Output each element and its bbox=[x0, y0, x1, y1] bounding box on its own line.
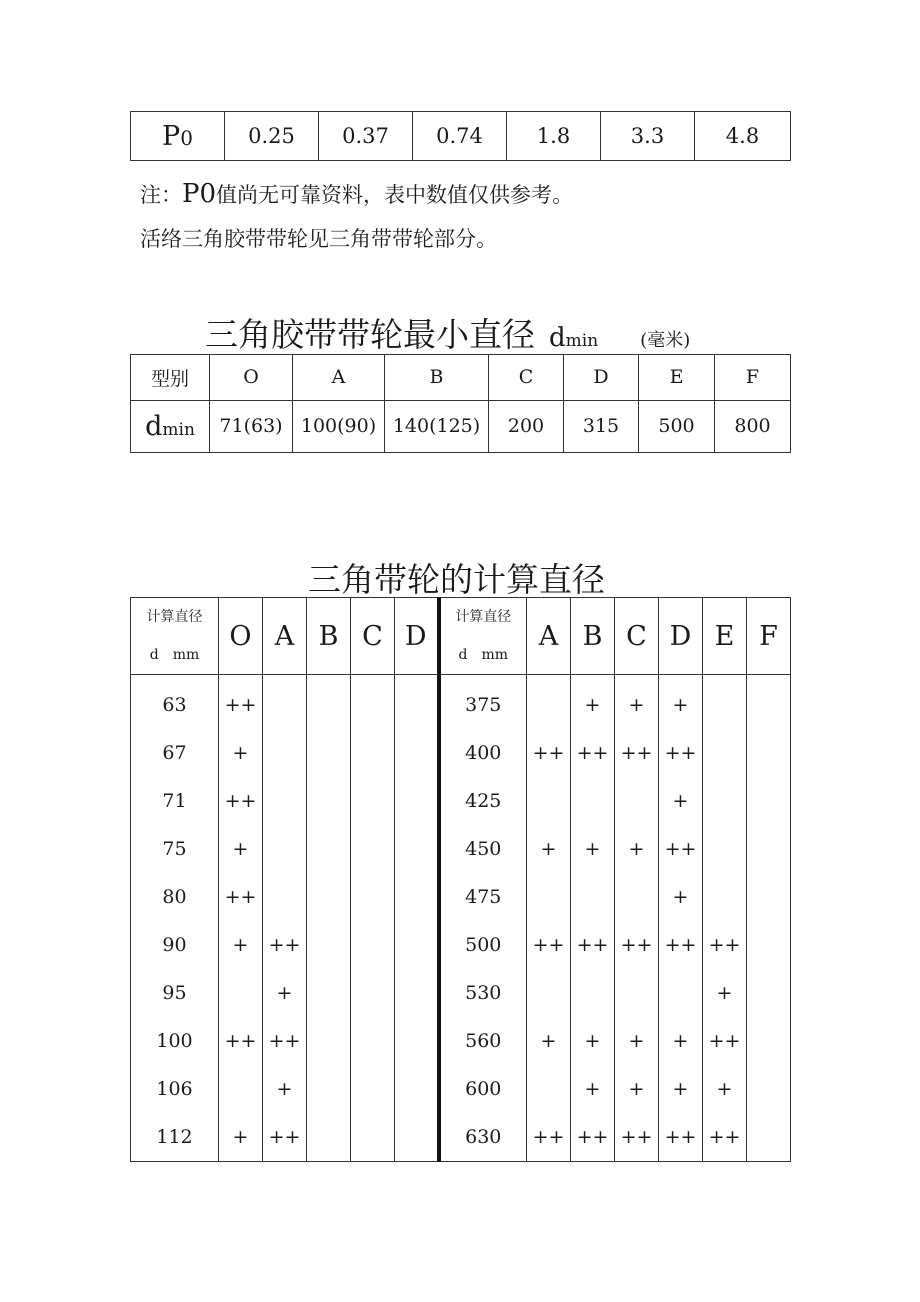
diameter-cell: 425 bbox=[439, 777, 527, 825]
table-row bbox=[131, 1113, 791, 1162]
mark-cell bbox=[703, 777, 747, 825]
calc-table-body bbox=[131, 675, 791, 1162]
mark-cell: + bbox=[527, 825, 571, 873]
mark-cell bbox=[395, 1017, 439, 1065]
mark-cell bbox=[307, 1065, 351, 1113]
mark-cell: ++ bbox=[615, 921, 659, 969]
mark-cell bbox=[527, 777, 571, 825]
type-cell: C bbox=[489, 355, 564, 401]
mark-cell bbox=[747, 969, 791, 1017]
p0-value: 0.25 bbox=[225, 112, 319, 161]
mark-cell bbox=[571, 969, 615, 1017]
mark-cell: ++ bbox=[527, 1113, 571, 1162]
mark-cell: ++ bbox=[571, 921, 615, 969]
mark-cell: ++ bbox=[615, 729, 659, 777]
mark-cell bbox=[263, 729, 307, 777]
table-row bbox=[131, 1065, 791, 1113]
mark-cell bbox=[351, 969, 395, 1017]
diameter-cell: 530 bbox=[439, 969, 527, 1017]
dmin-value-row bbox=[131, 400, 791, 452]
type-header: B bbox=[571, 598, 615, 675]
mark-cell bbox=[395, 1113, 439, 1162]
mark-cell: + bbox=[615, 825, 659, 873]
p0-value: 1.8 bbox=[507, 112, 601, 161]
dmin-value: 800 bbox=[715, 400, 791, 452]
mark-cell: + bbox=[571, 1065, 615, 1113]
mark-cell bbox=[615, 873, 659, 921]
p0-value: 0.37 bbox=[319, 112, 413, 161]
dmin-value: 140(125) bbox=[385, 400, 489, 452]
type-cell: F bbox=[715, 355, 791, 401]
type-header: D bbox=[659, 598, 703, 675]
mark-cell: ++ bbox=[703, 1017, 747, 1065]
calc-section-title: 三角带轮的计算直径 bbox=[308, 560, 605, 599]
dmin-type-row bbox=[131, 355, 791, 401]
mark-cell bbox=[395, 825, 439, 873]
type-header: B bbox=[307, 598, 351, 675]
mark-cell: + bbox=[219, 825, 263, 873]
right-diameter-header: 计算直径 d mm bbox=[439, 598, 527, 675]
mark-cell bbox=[351, 873, 395, 921]
type-header: D bbox=[395, 598, 439, 675]
note-adjustable-pulley: 活络三角胶带带轮见三角带带轮部分。 bbox=[140, 227, 497, 251]
mark-cell: + bbox=[703, 1065, 747, 1113]
diameter-cell: 112 bbox=[131, 1113, 219, 1162]
mark-cell bbox=[703, 825, 747, 873]
calc-diameter-table bbox=[130, 597, 791, 1162]
diameter-cell: 475 bbox=[439, 873, 527, 921]
diameter-cell: 75 bbox=[131, 825, 219, 873]
diameter-cell: 67 bbox=[131, 729, 219, 777]
mark-cell: ++ bbox=[659, 1113, 703, 1162]
mark-cell bbox=[307, 729, 351, 777]
dmin-section-title: 三角胶带带轮最小直径 dmin (毫米) bbox=[205, 315, 691, 354]
mark-cell bbox=[747, 675, 791, 730]
mark-cell: ++ bbox=[571, 1113, 615, 1162]
diameter-cell: 450 bbox=[439, 825, 527, 873]
dmin-value: 100(90) bbox=[293, 400, 385, 452]
type-cell: A bbox=[293, 355, 385, 401]
mark-cell: + bbox=[659, 675, 703, 730]
mark-cell bbox=[351, 1113, 395, 1162]
table-row bbox=[131, 921, 791, 969]
diameter-cell: 600 bbox=[439, 1065, 527, 1113]
type-cell: E bbox=[639, 355, 715, 401]
diameter-cell: 500 bbox=[439, 921, 527, 969]
mark-cell bbox=[307, 777, 351, 825]
mark-cell: ++ bbox=[527, 729, 571, 777]
dmin-table bbox=[130, 354, 791, 453]
p0-value: 4.8 bbox=[695, 112, 791, 161]
type-cell: D bbox=[564, 355, 639, 401]
mark-cell bbox=[219, 969, 263, 1017]
p0-value: 0.74 bbox=[413, 112, 507, 161]
mark-cell bbox=[395, 921, 439, 969]
mark-cell bbox=[351, 729, 395, 777]
mark-cell: + bbox=[527, 1017, 571, 1065]
mark-cell: ++ bbox=[571, 729, 615, 777]
mark-cell bbox=[747, 729, 791, 777]
mark-cell bbox=[571, 873, 615, 921]
mark-cell: ++ bbox=[659, 825, 703, 873]
mark-cell bbox=[351, 1017, 395, 1065]
mark-cell bbox=[351, 777, 395, 825]
diameter-cell: 106 bbox=[131, 1065, 219, 1113]
mark-cell bbox=[527, 969, 571, 1017]
mark-cell bbox=[395, 777, 439, 825]
type-header: E bbox=[703, 598, 747, 675]
mark-cell: + bbox=[219, 729, 263, 777]
mark-cell bbox=[703, 873, 747, 921]
diameter-cell: 100 bbox=[131, 1017, 219, 1065]
diameter-cell: 375 bbox=[439, 675, 527, 730]
mark-cell: + bbox=[615, 1065, 659, 1113]
mark-cell bbox=[351, 921, 395, 969]
mark-cell: + bbox=[263, 969, 307, 1017]
diameter-cell: 71 bbox=[131, 777, 219, 825]
mark-cell: ++ bbox=[219, 675, 263, 730]
mark-cell bbox=[307, 921, 351, 969]
diameter-cell: 63 bbox=[131, 675, 219, 730]
mark-cell: + bbox=[659, 777, 703, 825]
mark-cell bbox=[395, 675, 439, 730]
mark-cell: + bbox=[263, 1065, 307, 1113]
dmin-label: dmin bbox=[131, 400, 210, 452]
p0-label: P0 bbox=[131, 112, 225, 161]
mark-cell bbox=[351, 1065, 395, 1113]
mark-cell: ++ bbox=[659, 921, 703, 969]
mark-cell: ++ bbox=[263, 1113, 307, 1162]
left-diameter-header: 计算直径 d mm bbox=[131, 598, 219, 675]
type-cell: O bbox=[210, 355, 293, 401]
mark-cell bbox=[747, 1113, 791, 1162]
mark-cell bbox=[747, 1065, 791, 1113]
mark-cell bbox=[263, 825, 307, 873]
mark-cell: + bbox=[659, 873, 703, 921]
mark-cell bbox=[527, 873, 571, 921]
mark-cell: ++ bbox=[219, 777, 263, 825]
mark-cell bbox=[747, 921, 791, 969]
table-row bbox=[131, 729, 791, 777]
mark-cell: ++ bbox=[219, 1017, 263, 1065]
mark-cell: ++ bbox=[219, 873, 263, 921]
mark-cell bbox=[395, 729, 439, 777]
mark-cell: + bbox=[571, 1017, 615, 1065]
mark-cell bbox=[307, 675, 351, 730]
type-header: C bbox=[351, 598, 395, 675]
mark-cell bbox=[527, 675, 571, 730]
type-header: A bbox=[263, 598, 307, 675]
p0-row bbox=[131, 112, 791, 161]
mark-cell bbox=[747, 1017, 791, 1065]
diameter-cell: 80 bbox=[131, 873, 219, 921]
type-header: O bbox=[219, 598, 263, 675]
table-row bbox=[131, 873, 791, 921]
table-row bbox=[131, 969, 791, 1017]
mark-cell bbox=[747, 825, 791, 873]
mark-cell bbox=[747, 777, 791, 825]
mark-cell bbox=[307, 873, 351, 921]
mark-cell: ++ bbox=[615, 1113, 659, 1162]
table-row bbox=[131, 1017, 791, 1065]
mark-cell bbox=[615, 777, 659, 825]
diameter-cell: 630 bbox=[439, 1113, 527, 1162]
dmin-value: 500 bbox=[639, 400, 715, 452]
diameter-cell: 400 bbox=[439, 729, 527, 777]
type-header: A bbox=[527, 598, 571, 675]
mark-cell bbox=[571, 777, 615, 825]
mark-cell bbox=[659, 969, 703, 1017]
mark-cell bbox=[307, 969, 351, 1017]
diameter-cell: 95 bbox=[131, 969, 219, 1017]
mark-cell: + bbox=[659, 1065, 703, 1113]
diameter-cell: 560 bbox=[439, 1017, 527, 1065]
mark-cell: ++ bbox=[263, 921, 307, 969]
mark-cell: ++ bbox=[263, 1017, 307, 1065]
mark-cell: + bbox=[571, 675, 615, 730]
mark-cell bbox=[615, 969, 659, 1017]
mark-cell bbox=[263, 873, 307, 921]
type-cell: B bbox=[385, 355, 489, 401]
mark-cell bbox=[395, 1065, 439, 1113]
note-p0-reference: 注：P0值尚无可靠资料，表中数值仅供参考。 bbox=[140, 179, 574, 209]
mark-cell bbox=[395, 873, 439, 921]
mark-cell bbox=[307, 1113, 351, 1162]
dmin-value: 71(63) bbox=[210, 400, 293, 452]
mark-cell bbox=[747, 873, 791, 921]
mark-cell: + bbox=[703, 969, 747, 1017]
mark-cell bbox=[351, 675, 395, 730]
mark-cell: ++ bbox=[703, 1113, 747, 1162]
mark-cell: + bbox=[615, 1017, 659, 1065]
mark-cell bbox=[527, 1065, 571, 1113]
type-header: F bbox=[747, 598, 791, 675]
mark-cell: ++ bbox=[527, 921, 571, 969]
table-row bbox=[131, 675, 791, 730]
mark-cell bbox=[395, 969, 439, 1017]
mark-cell: + bbox=[659, 1017, 703, 1065]
dmin-value: 315 bbox=[564, 400, 639, 452]
mark-cell: + bbox=[615, 675, 659, 730]
p0-table bbox=[130, 111, 791, 161]
mark-cell: + bbox=[219, 1113, 263, 1162]
mark-cell bbox=[219, 1065, 263, 1113]
mark-cell bbox=[351, 825, 395, 873]
mark-cell: + bbox=[219, 921, 263, 969]
mark-cell bbox=[263, 777, 307, 825]
diameter-cell: 90 bbox=[131, 921, 219, 969]
mark-cell: + bbox=[571, 825, 615, 873]
type-label: 型别 bbox=[131, 355, 210, 401]
mark-cell: ++ bbox=[659, 729, 703, 777]
dmin-value: 200 bbox=[489, 400, 564, 452]
mark-cell bbox=[307, 825, 351, 873]
table-row bbox=[131, 777, 791, 825]
mark-cell: ++ bbox=[703, 921, 747, 969]
mark-cell bbox=[703, 729, 747, 777]
table-row bbox=[131, 825, 791, 873]
calc-header-row bbox=[131, 598, 791, 675]
mark-cell bbox=[703, 675, 747, 730]
mark-cell bbox=[307, 1017, 351, 1065]
mark-cell bbox=[263, 675, 307, 730]
p0-value: 3.3 bbox=[601, 112, 695, 161]
type-header: C bbox=[615, 598, 659, 675]
